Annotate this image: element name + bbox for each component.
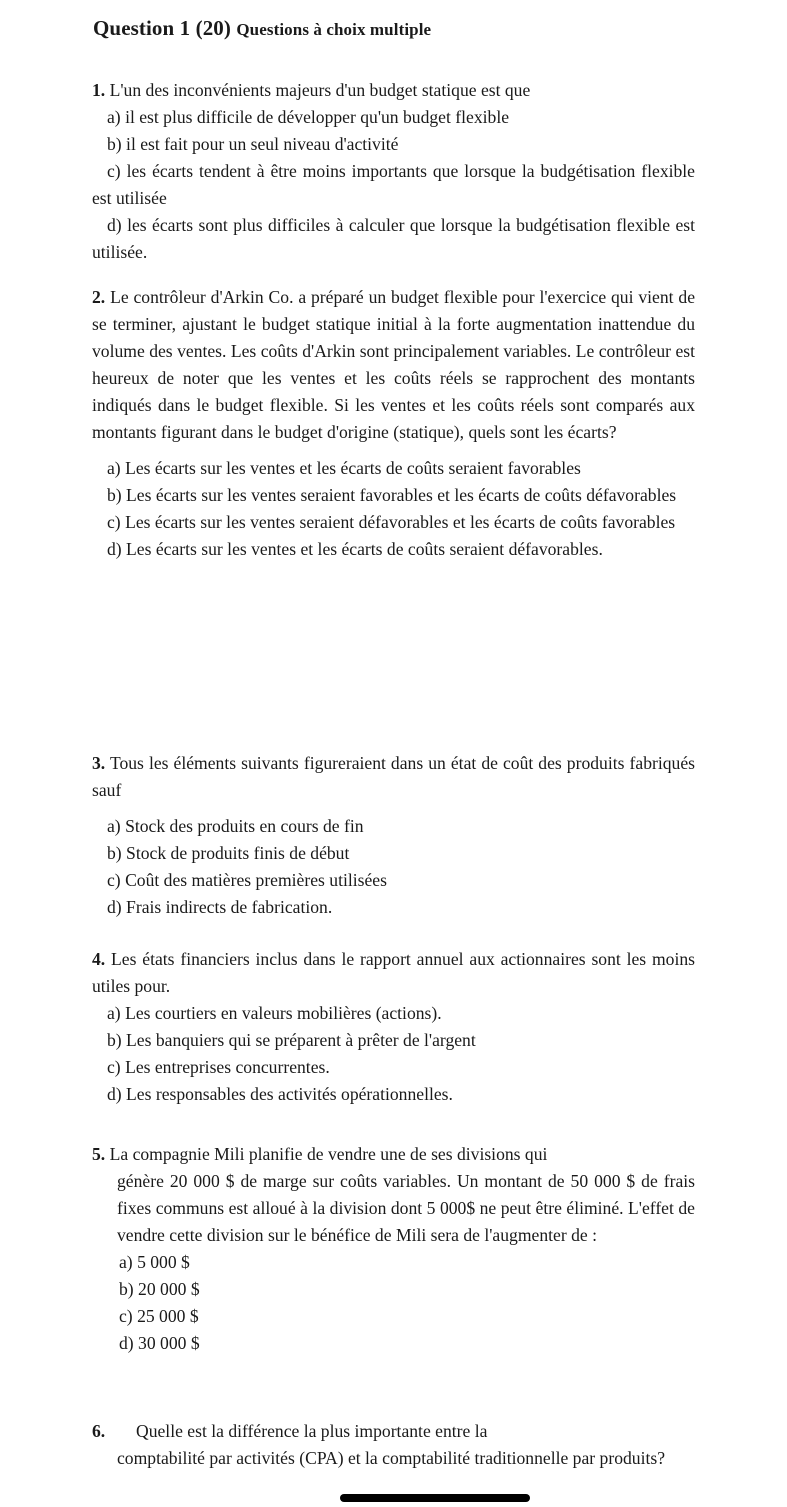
answer-option: b) 20 000 $: [119, 1279, 200, 1299]
answer-option: d) Les écarts sur les ventes et les écarts de coûts seraient défavorables.: [107, 539, 603, 559]
question-5: [92, 1141, 695, 1357]
question-number: 3.: [92, 753, 106, 773]
question-stem-first: La compagnie Mili planifie de vendre une de ses divisions qui: [109, 1144, 548, 1164]
question-stem-rest: comptabilité par activités (CPA) et la comptabilité traditionnelle par produits?: [117, 1448, 666, 1468]
answer-option: a) il est plus difficile de développer qu'un budget flexible: [107, 107, 510, 127]
question-6: [92, 1418, 695, 1472]
answer-option: a) Les courtiers en valeurs mobilières (actions).: [107, 1003, 442, 1023]
page-title: [93, 16, 431, 41]
question-number: 5.: [92, 1144, 106, 1164]
question-stem-first: Quelle est la différence la plus importante entre la: [136, 1421, 488, 1441]
answer-option: a) Les écarts sur les ventes et les écarts de coûts seraient favorables: [107, 458, 581, 478]
answer-option: d) Frais indirects de fabrication.: [107, 897, 333, 917]
question-3: [92, 750, 695, 921]
answer-option: c) les écarts tendent à être moins importants que lorsque la budgétisation flexible est utilisée: [92, 161, 695, 208]
answer-option: c) Coût des matières premières utilisées: [107, 870, 387, 890]
question-subtitle: Questions à choix multiple: [236, 20, 432, 39]
question-number: 4.: [92, 949, 106, 969]
question-stem: L'un des inconvénients majeurs d'un budget statique est que: [109, 80, 531, 100]
answer-option: d) Les responsables des activités opérationnelles.: [107, 1084, 453, 1104]
scroll-handle[interactable]: [340, 1494, 530, 1502]
question-stem: Tous les éléments suivants figureraient dans un état de coût des produits fabriqués sauf: [92, 753, 695, 800]
answer-option: c) Les entreprises concurrentes.: [107, 1057, 330, 1077]
question-1: [92, 77, 695, 266]
answer-option: b) Les écarts sur les ventes seraient favorables et les écarts de coûts défavorables: [107, 485, 677, 505]
answer-option: a) 5 000 $: [119, 1252, 190, 1272]
answer-option: b) Stock de produits finis de début: [107, 843, 350, 863]
question-number: 1.: [92, 80, 106, 100]
question-stem: Les états financiers inclus dans le rapport annuel aux actionnaires sont les moins utiles pour.: [92, 949, 695, 996]
question-number: 2.: [92, 287, 106, 307]
question-number: 6.: [92, 1421, 106, 1441]
answer-option: c) Les écarts sur les ventes seraient défavorables et les écarts de coûts favorables: [107, 512, 676, 532]
answer-option: d) 30 000 $: [119, 1333, 200, 1353]
answer-option: a) Stock des produits en cours de fin: [107, 816, 364, 836]
question-stem: Le contrôleur d'Arkin Co. a préparé un budget flexible pour l'exercice qui vient de se terminer, ajustant le budget statique initial à la forte augmentation inattendue du volume des ventes. Les coûts d'Arkin sont principalement variables. Le contrôleur est heureux de noter que les ventes et les coûts réels se rapprochent des montants indiqués dans le budget flexible. Si les ventes et les coûts réels sont comparés aux montants figurant dans le budget d'origine (statique), quels sont les écarts?: [92, 287, 696, 442]
answer-option: d) les écarts sont plus difficiles à calculer que lorsque la budgétisation flexible est utilisée.: [92, 215, 695, 262]
question-4: [92, 946, 695, 1108]
answer-option: b) il est fait pour un seul niveau d'activité: [107, 134, 399, 154]
question-2: [92, 284, 695, 563]
answer-option: c) 25 000 $: [119, 1306, 199, 1326]
question-title: Question 1 (20): [93, 16, 231, 40]
question-stem-rest: génère 20 000 $ de marge sur coûts variables. Un montant de 50 000 $ de frais fixes communs est alloué à la division dont 5 000$ ne peut être éliminé. L'effet de vendre cette division sur le bénéfice de Mili sera de l'augmenter de :: [117, 1171, 695, 1245]
answer-option: b) Les banquiers qui se préparent à prêter de l'argent: [107, 1030, 476, 1050]
